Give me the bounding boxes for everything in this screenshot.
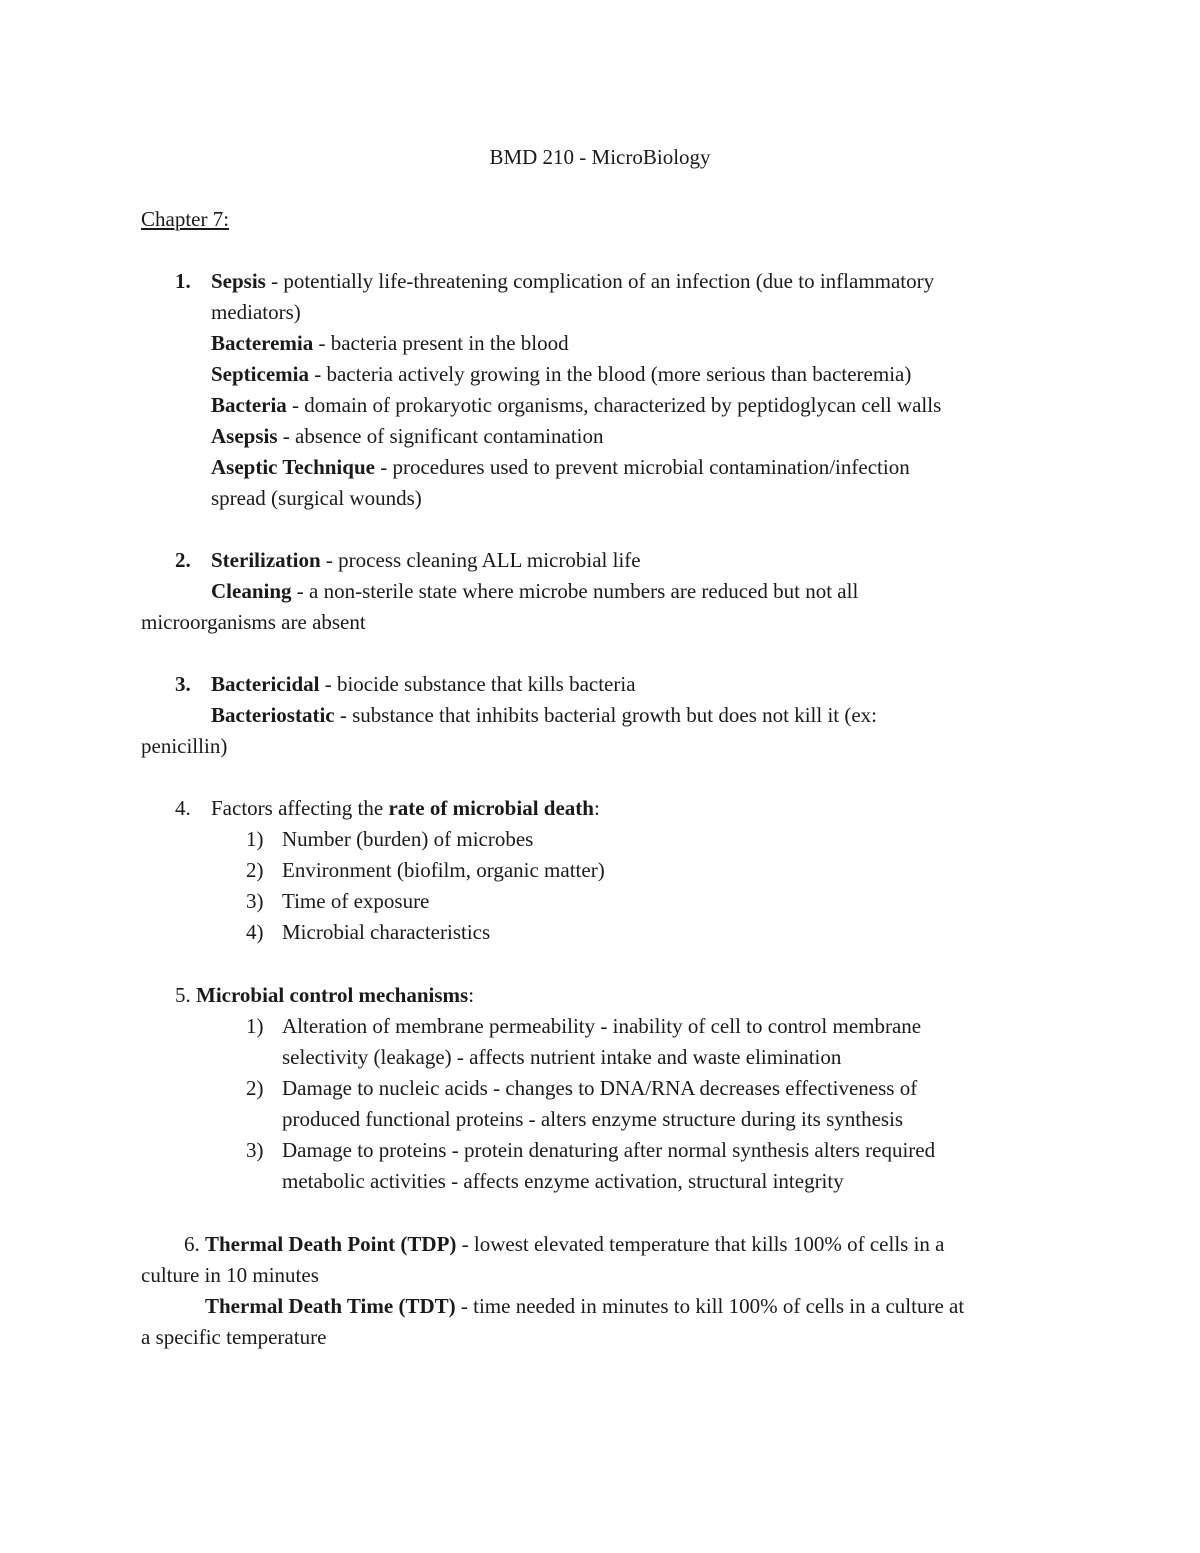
section-6-number: 6. [184,1232,200,1256]
sterilization-definition: - process cleaning ALL microbial life [320,548,641,572]
section-2-number: 2. [175,548,191,572]
microbial-control-mechanisms: Microbial control mechanisms [196,983,469,1007]
factor-item: Number (burden) of microbes [282,827,534,851]
chapter-heading [141,204,229,235]
sterilization-line [211,545,641,576]
section-3-number: 3. [175,672,191,696]
asepsis-line [211,421,604,452]
cleaning-line [211,576,858,607]
tdp-term: Thermal Death Point (TDP) [205,1232,457,1256]
bacteria-term: Bacteria [211,393,287,417]
factor-item: Microbial characteristics [282,920,491,944]
factor-number: 1) [246,827,264,851]
bacteriostatic-term: Bacteriostatic [211,703,335,727]
tdt-definition-cont: a specific temperature [141,1325,327,1349]
bactericidal-term: Bactericidal [211,672,320,696]
asepsis-definition: - absence of significant contamination [277,424,604,448]
factor-item: Time of exposure [282,889,430,913]
sepsis-definition-cont: mediators) [211,300,301,324]
asepsis-term: Asepsis [211,424,278,448]
mechanism-item-cont: metabolic activities - affects enzyme activation, structural integrity [282,1169,844,1193]
cleaning-term: Cleaning [211,579,292,603]
mechanism-item: Damage to nucleic acids - changes to DNA/RNA decreases effectiveness of [282,1076,918,1100]
factor-number: 4) [246,920,264,944]
section-5-heading: 5. Microbial control mechanisms: [175,983,475,1007]
mechanism-item: Damage to proteins - protein denaturing after normal synthesis alters required [282,1138,936,1162]
aseptic-technique-definition: - procedures used to prevent microbial contamination/infection [374,455,910,479]
factors-heading: Factors affecting the rate of microbial death: [211,796,600,820]
bacteria-definition: - domain of prokaryotic organisms, characterized by peptidoglycan cell walls [286,393,942,417]
mechanism-number: 1) [246,1014,264,1038]
sepsis-line [211,266,934,297]
tdt-line [205,1291,964,1322]
mechanism-item-cont: produced functional proteins - alters enzyme structure during its synthesis [282,1107,904,1131]
septicemia-line [211,359,911,390]
bactericidal-line [211,669,636,700]
tdp-line [184,1229,944,1260]
tdt-definition: - time needed in minutes to kill 100% of cells in a culture at [455,1294,965,1318]
bacteriostatic-line [211,700,877,731]
section-1-number: 1. [175,269,191,293]
bacteriostatic-definition: - substance that inhibits bacterial growth but does not kill it (ex: [334,703,878,727]
mechanism-number: 2) [246,1076,264,1100]
factor-item: Environment (biofilm, organic matter) [282,858,605,882]
aseptic-technique-line [211,452,910,483]
section-5-number: 5. [175,983,191,1007]
mechanism-number: 3) [246,1138,264,1162]
sepsis-term: Sepsis [211,269,266,293]
septicemia-definition: - bacteria actively growing in the blood (more serious than bacteremia) [308,362,912,386]
aseptic-technique-term: Aseptic Technique [211,455,375,479]
aseptic-technique-definition-cont: spread (surgical wounds) [211,486,422,510]
tdt-term: Thermal Death Time (TDT) [205,1294,456,1318]
tdp-definition: - lowest elevated temperature that kills 100% of cells in a [456,1232,945,1256]
bacteremia-term: Bacteremia [211,331,314,355]
bacteria-line [211,390,941,421]
rate-of-microbial-death: rate of microbial death [388,796,594,820]
factor-number: 2) [246,858,264,882]
factor-number: 3) [246,889,264,913]
bacteremia-definition: - bacteria present in the blood [313,331,569,355]
cleaning-definition: - a non-sterile state where microbe numbers are reduced but not all [291,579,859,603]
mechanism-item-cont: selectivity (leakage) - affects nutrient intake and waste elimination [282,1045,842,1069]
bacteriostatic-definition-cont: penicillin) [141,734,228,758]
sepsis-definition: - potentially life-threatening complication of an infection (due to inflammatory [265,269,935,293]
sterilization-term: Sterilization [211,548,321,572]
section-4-number: 4. [175,796,191,820]
tdp-definition-cont: culture in 10 minutes [141,1263,319,1287]
bacteremia-line [211,328,569,359]
page-title: BMD 210 - MicroBiology [489,145,711,169]
mechanism-item: Alteration of membrane permeability - inability of cell to control membrane [282,1014,922,1038]
bactericidal-definition: - biocide substance that kills bacteria [319,672,636,696]
chapter-label: Chapter 7: [141,207,230,231]
cleaning-definition-cont: microorganisms are absent [141,610,366,634]
septicemia-term: Septicemia [211,362,309,386]
